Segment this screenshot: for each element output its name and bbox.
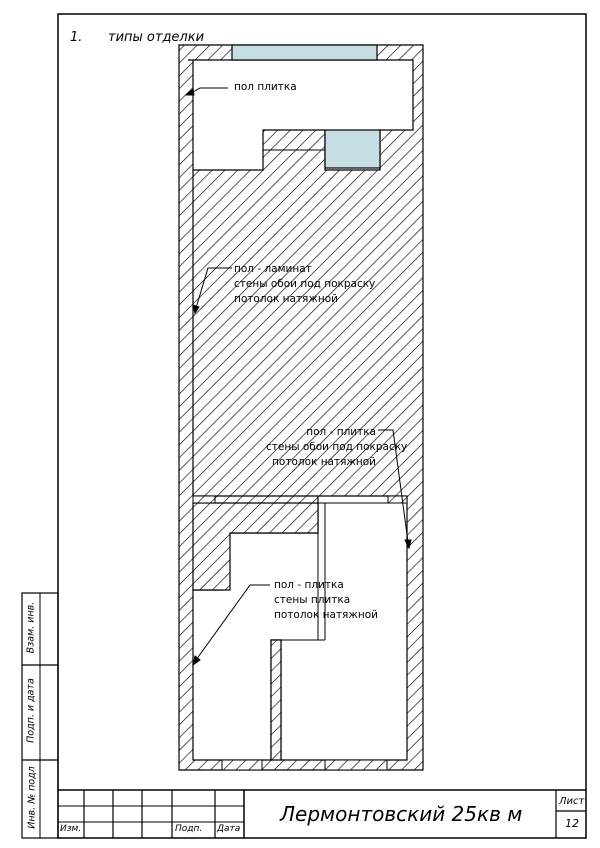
window-mid [325,130,380,168]
heading-number: 1. [70,30,83,45]
title-block-data: Дата [217,824,241,834]
door-gap-right [325,760,387,770]
floor-plan [179,45,423,770]
bathroom-partition [193,503,318,590]
room-note-living-room [234,262,375,307]
stamp-inv-orig: Инв. № подл [26,766,38,829]
note-line: потолок натяжной [234,293,338,305]
outer-walls [179,45,423,770]
note-line: пол плитка [234,81,297,93]
project-title: Лермонтовский 25кв м [280,802,523,826]
partition-stub [388,496,407,503]
sheet-label: Лист [559,796,585,807]
stamp-replace-inv: Взам. инв. [25,601,37,654]
note-line: потолок натяжной [274,609,378,621]
room-note-kitchen [274,578,378,623]
heading-title: типы отделки [108,30,205,45]
note-line: стены плитка [274,594,351,606]
note-line: потолок натяжной [272,456,376,468]
partition-stub-left [193,496,215,503]
room-note-bathroom [234,80,297,95]
room-note-corridor [266,425,408,470]
window-top [232,45,377,60]
sheet-number: 12 [565,817,579,830]
kitchen-partition [271,640,281,760]
note-line: пол - плитка [274,579,344,591]
stamp-sign-date: Подп. и дата [25,678,37,743]
note-line: стены обои под покраску [234,278,376,290]
note-line: пол - плитка [306,426,376,438]
note-line: пол - ламинат [234,263,312,275]
title-block-podp: Подп. [175,824,203,834]
door-gap-left [222,760,262,770]
note-line: стены обои под покраску [266,441,408,453]
title-block-izm: Изм. [60,824,82,834]
